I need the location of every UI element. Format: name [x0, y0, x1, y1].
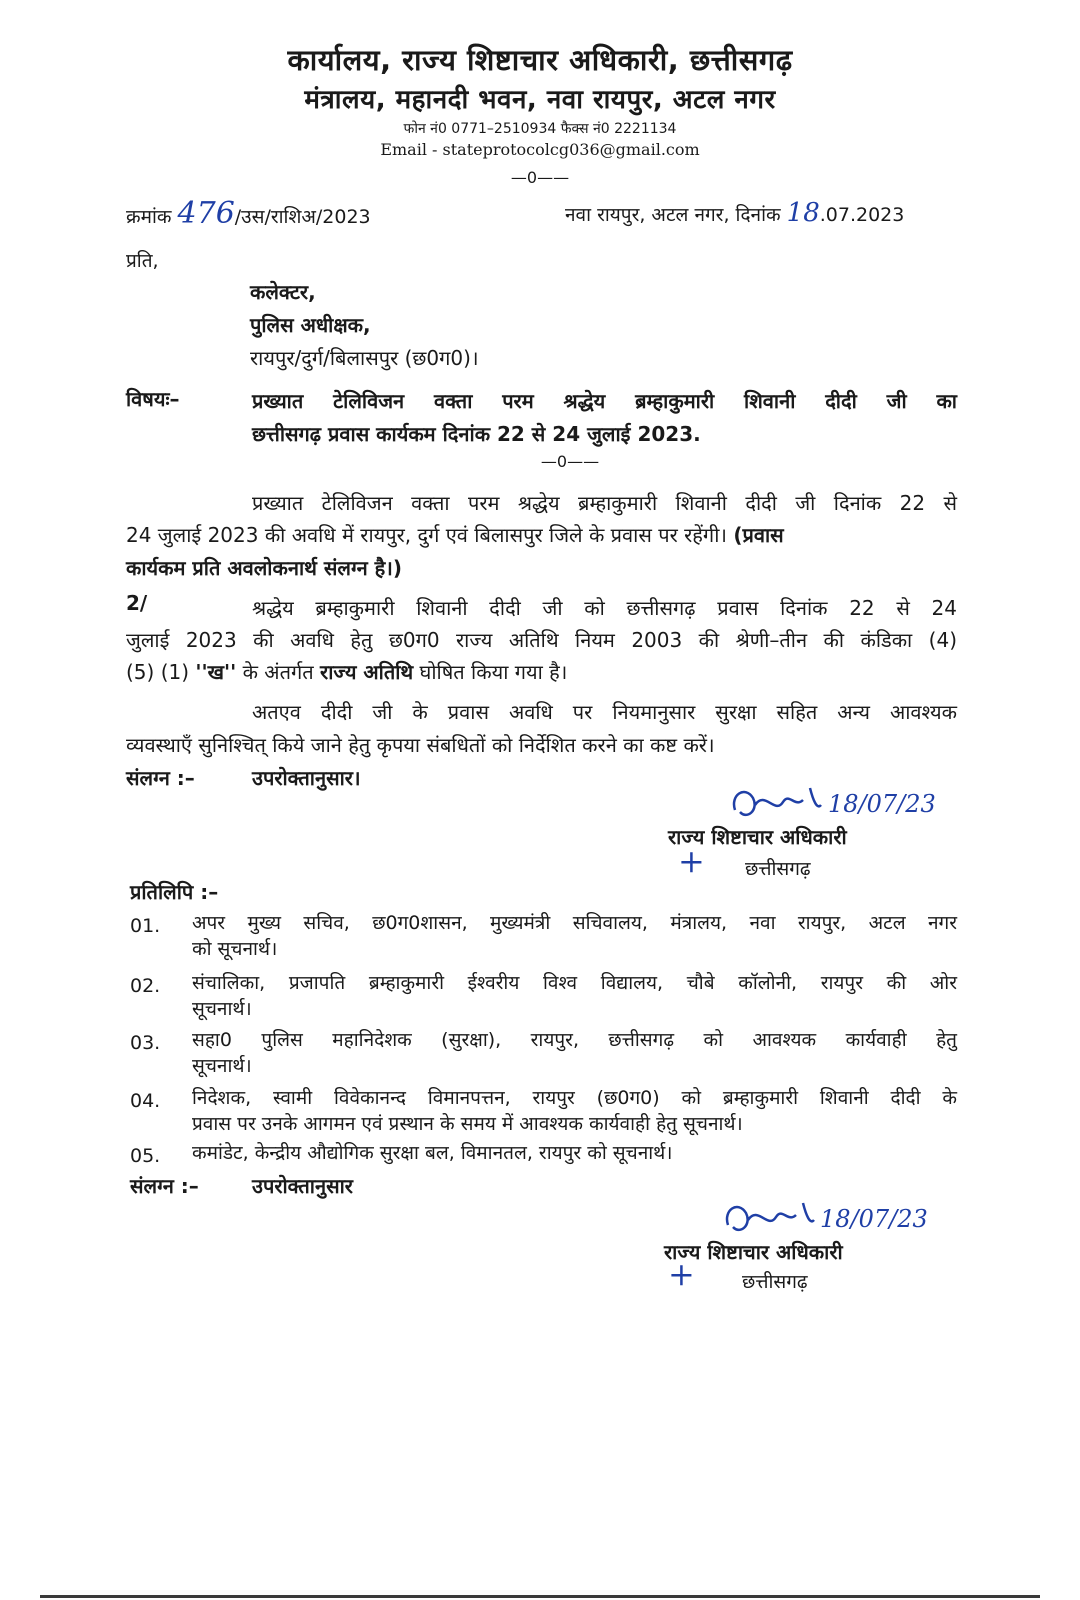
- place-date-label: नवा रायपुर, अटल नगर, दिनांक: [565, 204, 781, 226]
- enclosure-label: संलग्न :–: [126, 766, 195, 790]
- copy-item-line1: सहा0 पुलिस महानिदेशक (सुरक्षा), रायपुर, छत्तीसगढ़ को आवश्यक कार्यवाही हेतु: [192, 1029, 957, 1051]
- reference-suffix: /उस/राशिअ/2023: [234, 206, 371, 228]
- copy-item: [192, 1140, 957, 1166]
- para1-line1: प्रख्यात टेलिविजन वक्ता परम श्रद्धेय ब्रम्हाकुमारी शिवानी दीदी जी दिनांक 22 से: [252, 491, 957, 515]
- copy-item: [192, 1085, 957, 1137]
- para2-line1: श्रद्धेय ब्रम्हाकुमारी शिवानी दीदी जी को छत्तीसगढ़ प्रवास दिनांक 22 से 24: [252, 596, 957, 620]
- copy-item: [192, 910, 957, 962]
- para2-line3-a: (5) (1): [126, 660, 196, 684]
- signature-date-1: 18/07/23: [828, 790, 936, 818]
- signature-mark-2: +: [668, 1255, 695, 1293]
- reference-prefix: क्रमांक: [126, 206, 172, 228]
- addressee-districts: रायपुर/दुर्ग/बिलासपुर (छ0ग0)।: [250, 346, 479, 370]
- signature-date-2: 18/07/23: [820, 1205, 928, 1233]
- copy-item-line2: को सूचनार्थ।: [192, 938, 278, 960]
- para3-line2: व्यवस्थाएँ सुनिश्चित् किये जाने हेतु कृपया संबधितों को निर्देशित करने का कष्ट करें।: [126, 733, 715, 757]
- para2-line3-state-guest: राज्य अतिथि: [320, 660, 414, 684]
- bottom-edge-line: [40, 1595, 1040, 1598]
- place-date: [565, 198, 904, 228]
- copies-label: प्रतिलिपि :–: [130, 880, 219, 904]
- subject-line-1: प्रख्यात टेलिविजन वक्ता परम श्रद्धेय ब्रम्हाकुमारी शिवानी दीदी जी का: [252, 389, 957, 413]
- copy-item-line1: संचालिका, प्रजापति ब्रम्हाकुमारी ईश्वरीय विश्व विद्यालय, चौबे कॉलोनी, रायपुर की ओर: [192, 972, 957, 994]
- reference-number: [126, 196, 371, 231]
- para1-line2-text: 24 जुलाई 2023 की अवधि में रायपुर, दुर्ग एवं बिलासपुर जिले के प्रवास पर रहेंगी।: [126, 523, 727, 547]
- copy-item-line2: सूचनार्थ।: [192, 1055, 252, 1077]
- subject-line-2: छत्तीसगढ़ प्रवास कार्यकम दिनांक 22 से 24 जुलाई 2023.: [252, 422, 701, 446]
- header-divider: —0——: [510, 168, 570, 187]
- date-suffix: .07.2023: [819, 204, 905, 226]
- copy-item: [192, 970, 957, 1022]
- handwritten-number: 476: [177, 196, 235, 231]
- copy-item: [192, 1027, 957, 1079]
- para2-line3-e: घोषित किया गया है।: [413, 660, 568, 684]
- office-phone: फोन नं0 0771–2510934 फैक्स नं0 2221134: [403, 121, 677, 137]
- copy-item-num: 02.: [130, 975, 161, 997]
- copies-enclosure-value: उपरोक्तानुसार: [252, 1174, 353, 1198]
- addressee-collector: कलेक्टर,: [250, 280, 316, 304]
- para2-line3-c: के अंतर्गत: [236, 660, 321, 684]
- signature-mark-1: +: [678, 842, 705, 880]
- copies-enclosure-label: संलग्न :–: [130, 1174, 199, 1198]
- para2-line2: जुलाई 2023 की अवधि हेतु छ0ग0 राज्य अतिथि नियम 2003 की श्रेणी–तीन की कंडिका (4): [126, 628, 957, 652]
- para3-line1: अतएव दीदी जी के प्रवास अवधि पर नियमानुसार सुरक्षा सहित अन्य आवश्यक: [252, 700, 957, 724]
- para1-line2-bold: (प्रवास: [733, 523, 784, 547]
- addressee-sp: पुलिस अधीक्षक,: [250, 313, 371, 337]
- copy-item-line2: प्रवास पर उनके आगमन एवं प्रस्थान के समय में आवश्यक कार्यवाही हेतु सूचनार्थ।: [192, 1113, 743, 1135]
- copy-item-line1: अपर मुख्य सचिव, छ0ग0शासन, मुख्यमंत्री सचिवालय, मंत्रालय, नवा रायपुर, अटल नगर: [192, 912, 958, 934]
- para2-number: 2/: [126, 591, 148, 615]
- subject-label: विषयः–: [126, 387, 180, 411]
- copy-item-line1: निदेशक, स्वामी विवेकानन्द विमानपत्तन, रायपुर (छ0ग0) को ब्रम्हाकुमारी शिवानी दीदी के: [192, 1087, 957, 1109]
- signature-designation-1: राज्य शिष्टाचार अधिकारी: [668, 825, 847, 849]
- signature-state-1: छत्तीसगढ़: [745, 858, 811, 880]
- copy-item-num: 05.: [130, 1145, 161, 1167]
- copy-item-num: 03.: [130, 1032, 161, 1054]
- para1-line3: कार्यकम प्रति अवलोकनार्थ संलग्न है।): [126, 556, 402, 580]
- enclosure-value: उपरोक्तानुसार।: [252, 766, 361, 790]
- handwritten-date-day: 18: [786, 198, 820, 228]
- subject-divider: —0——: [540, 452, 600, 471]
- signature-designation-2: राज्य शिष्टाचार अधिकारी: [664, 1240, 843, 1264]
- office-address: मंत्रालय, महानदी भवन, नवा रायपुर, अटल नगर: [304, 85, 776, 115]
- office-title: कार्यालय, राज्य शिष्टाचार अधिकारी, छत्तीसगढ़: [287, 43, 793, 77]
- copy-item-num: 01.: [130, 915, 161, 937]
- office-email: Email - stateprotocolcg036@gmail.com: [380, 140, 700, 159]
- copy-item-line2: सूचनार्थ।: [192, 998, 252, 1020]
- para1-line2: [126, 521, 957, 548]
- copy-item-num: 04.: [130, 1090, 161, 1112]
- para2-line3: [126, 658, 567, 685]
- para2-line3-kha: ''ख'': [195, 660, 237, 684]
- copy-item-line1: कमांडेट, केन्द्रीय औद्योगिक सुरक्षा बल, विमानतल, रायपुर को सूचनार्थ।: [192, 1142, 673, 1164]
- to-label: प्रति,: [126, 250, 159, 272]
- signature-state-2: छत्तीसगढ़: [742, 1271, 808, 1293]
